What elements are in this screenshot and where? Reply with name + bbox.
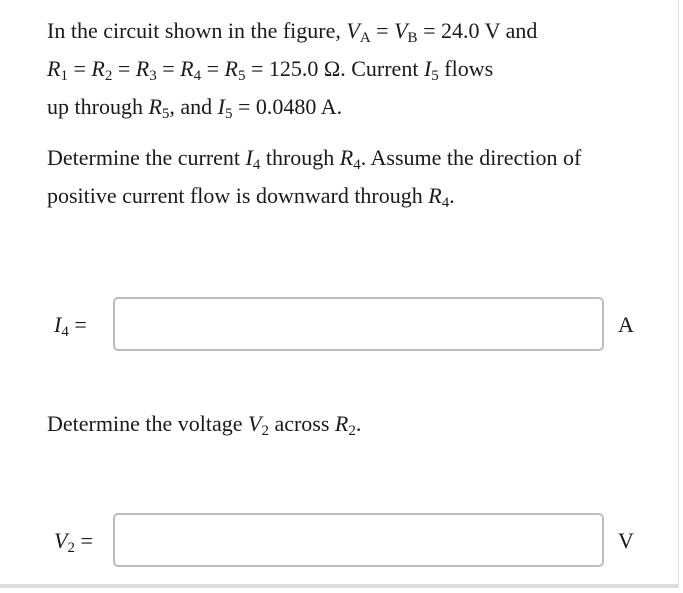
v2-label: $V_2$ = xyxy=(54,528,93,556)
i4-unit-label: A xyxy=(618,312,634,337)
answer-row-v2 xyxy=(0,512,679,570)
question-voltage-v2: Determine the voltage $V_2$ across $R_2$. xyxy=(47,411,362,439)
v2-unit-label: V xyxy=(618,528,634,553)
question-current-i4: Determine the current $I_4$ through $R_4$. Assume the direction of positive current flow is downward through $R_4$. xyxy=(47,145,582,211)
i4-label: $I_4$ = xyxy=(54,312,87,340)
i4-answer-input[interactable] xyxy=(113,297,604,351)
v2-answer-input[interactable] xyxy=(113,513,604,567)
problem-statement: In the circuit shown in the figure, $V_A = V_B = 24.0$ V and $R_1 = R_2 = R_3 = R_4 = R_5 = 125.0$ Ω. Current $I_5$ flows up through $R_5$, and $I_5 = 0.0480$ A. xyxy=(47,18,538,122)
answer-row-i4 xyxy=(0,296,679,354)
